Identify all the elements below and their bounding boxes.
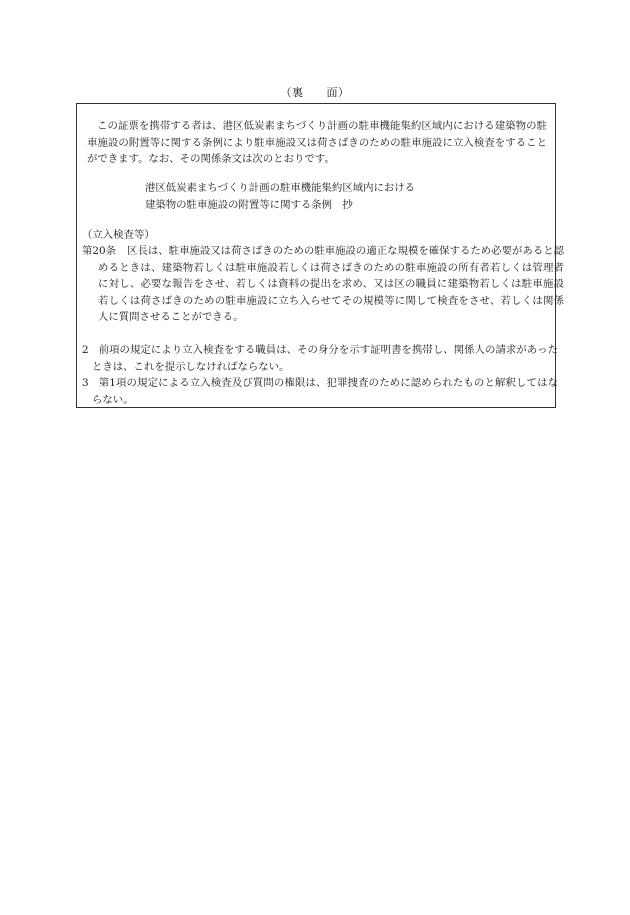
paragraph-3 [82, 375, 558, 408]
paragraph-text: 第1項の規定による立入検査及び質問の権限は、犯罪捜査のために認められたものと解釈してはならない。 [92, 377, 558, 406]
paragraph-number: 2 [82, 344, 89, 356]
article-20 [82, 243, 564, 326]
section-heading: （立入検査等） [82, 229, 155, 241]
paragraph-text: 前項の規定により立入検査をする職員は、その身分を示す証明書を携帯し、関係人の請求があったときは、これを提示しなければならない。 [92, 344, 558, 373]
paragraph-2 [82, 342, 558, 375]
intro-text: この証票を携帯する者は、港区低炭素まちづくり計画の駐車機能集約区域内における建築物の駐車施設の附置等に関する条例により駐車施設又は荷さばきのための駐車施設に立入検査をすることができます。なお、その関係条文は次のとおりです。 [87, 120, 547, 165]
ordinance-title [145, 180, 525, 213]
page-heading: （裏 面） [280, 86, 350, 99]
notice-box [76, 103, 564, 408]
article-text: 区長は、駐車施設又は荷さばきのための駐車施設の適正な規模を確保するため必要があると認めるときは、建築物若しくは駐車施設若しくは荷さばきのための駐車施設の所有者若しくは管理者に対し、必要な報告をさせ、若しくは資料の提出を求め、又は区の職員に建築物若しくは駐車施設若しくは荷さばきのための駐車施設に立ち入らせてその規模等に関して検査をさせ、若しくは関係人に質問させることができる。 [98, 245, 564, 323]
article-number: 第20条 [82, 245, 117, 257]
ordinance-title-line-1: 港区低炭素まちづくり計画の駐車機能集約区域内における [145, 182, 416, 194]
ordinance-title-line-2: 建築物の駐車施設の附置等に関する条例 抄 [145, 198, 353, 211]
paragraph-number: 3 [82, 377, 89, 389]
